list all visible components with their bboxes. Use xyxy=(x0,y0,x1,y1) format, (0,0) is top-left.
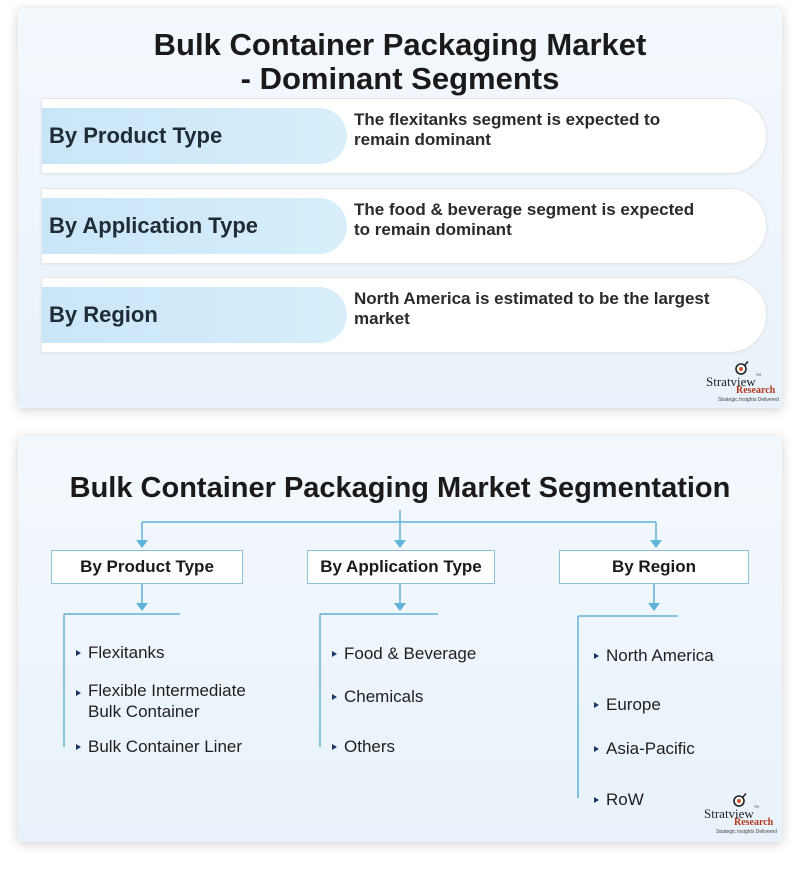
list-item: Europe xyxy=(594,694,661,715)
list-item: Asia-Pacific xyxy=(594,738,695,759)
bullet-arrow-icon xyxy=(594,746,599,752)
segment-row-application xyxy=(41,188,767,264)
bullet-arrow-icon xyxy=(594,653,599,659)
list-item: Others xyxy=(332,736,395,757)
logo-tagline: Strategic Insights Delivered xyxy=(716,829,777,835)
list-item: Chemicals xyxy=(332,686,423,707)
description-line: The flexitanks segment is expected to xyxy=(354,110,661,129)
category-box-region: By Region xyxy=(559,550,749,584)
description-line: to remain dominant xyxy=(354,220,512,239)
logo-sub: Research xyxy=(736,385,776,396)
logo-tm: ™ xyxy=(755,374,761,379)
category-box-product: By Product Type xyxy=(51,550,243,584)
logo-sub: Research xyxy=(734,817,774,828)
logo-name: Stratview xyxy=(706,374,756,389)
description-line: The food & beverage segment is expected xyxy=(354,200,695,219)
list-item: Flexible Intermediate Bulk Container xyxy=(76,680,246,722)
segment-description xyxy=(354,110,749,150)
list-item: Food & Beverage xyxy=(332,643,476,664)
category-box-application: By Application Type xyxy=(307,550,495,584)
connector-lines xyxy=(18,436,782,842)
list-item: Flexitanks xyxy=(76,642,165,663)
logo-name: Stratview xyxy=(704,806,754,821)
description-line: market xyxy=(354,309,410,328)
segmentation-panel xyxy=(18,436,782,842)
bullet-arrow-icon xyxy=(76,650,81,656)
segment-row-product xyxy=(41,98,767,174)
segment-description xyxy=(354,289,749,329)
bullet-arrow-icon xyxy=(594,702,599,708)
list-item: RoW xyxy=(594,789,644,810)
bullet-arrow-icon xyxy=(76,744,81,750)
segment-label: By Region xyxy=(42,287,347,343)
bullet-arrow-icon xyxy=(332,694,337,700)
stratview-logo xyxy=(704,792,784,838)
bullet-arrow-icon xyxy=(332,744,337,750)
bullet-arrow-icon xyxy=(332,651,337,657)
description-line: remain dominant xyxy=(354,130,491,149)
segment-row-region xyxy=(41,277,767,353)
title-line-1: Bulk Container Packaging Market xyxy=(153,27,647,62)
description-line: North America is estimated to be the largest xyxy=(354,289,710,308)
bullet-arrow-icon xyxy=(594,797,599,803)
segmentation-title: Bulk Container Packaging Market Segmentation xyxy=(69,472,731,504)
segment-label: By Product Type xyxy=(42,108,347,164)
list-item: North America xyxy=(594,645,714,666)
segment-label: By Application Type xyxy=(42,198,347,254)
stratview-logo xyxy=(706,360,786,406)
bullet-arrow-icon xyxy=(76,690,81,696)
logo-tm: ™ xyxy=(753,806,759,811)
logo-tagline: Strategic Insights Delivered xyxy=(718,397,779,403)
dominant-segments-title xyxy=(18,28,782,96)
segment-description xyxy=(354,200,749,240)
list-item: Bulk Container Liner xyxy=(76,736,242,757)
title-line-2: - Dominant Segments xyxy=(240,61,560,96)
dominant-segments-panel xyxy=(18,8,782,408)
